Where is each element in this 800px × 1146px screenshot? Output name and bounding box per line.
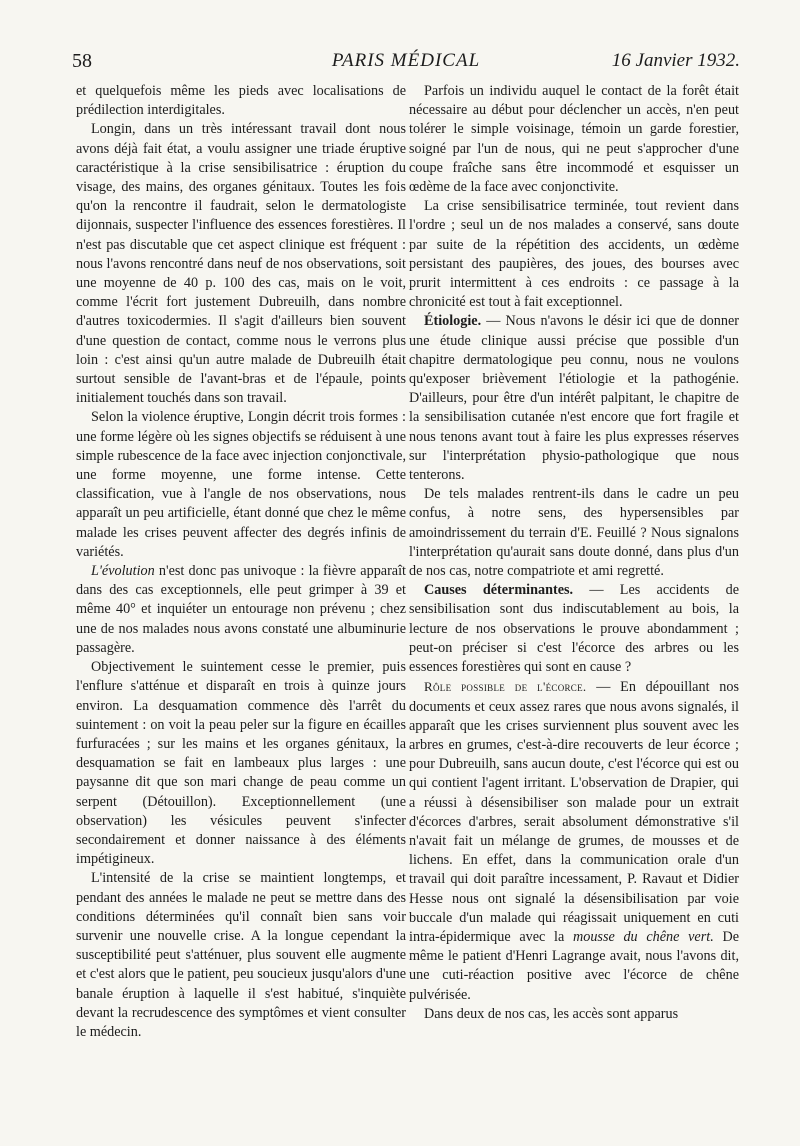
page-number: 58	[72, 50, 92, 72]
issue-date: 16 Janvier 1932.	[611, 50, 740, 71]
paragraph: Selon la violence éruptive, Longin décrit trois formes : une forme légère où les signes objectifs se réduisent à une simple rubescence de la face avec injection conjonctivale, une forme moyenne, une forme intense. Cette classification, vue à l'angle de nos observations, nous apparaît un peu artificielle, étant donné que chez le même malade les crises peuvent affecter des degrés infinis de variétés.	[76, 409, 406, 560]
evolution-term: L'évolution	[91, 563, 155, 580]
paragraph: Dans deux de nos cas, les accès sont apparus	[424, 1005, 679, 1022]
paragraph: et quelquefois même les pieds avec localisations de prédilection interdigitales.	[76, 83, 406, 119]
paragraph-text: — En dépouillant nos documents et ceux assez rares que nous avons signalés, il apparaît que les crises surviennent plus souvent avec les arbres en grumes, c'est-à-dire recouverts de leur écorce ; pour Dubreuilh, sans aucun doute, c'est l'écorce qui est ou qui contient l'agent irritant. L'observation de Drapier, qui a réussi à désensibiliser son malade pour un extrait d'écorces d'arbres, serait absolument démonstrative s'il n'avait fait un mélange de grumes, de mousses et de lichens. En effet, dans la communication orale d'un travail qui doit paraître incessament, P. Ravaut et Didier Hesse nous ont signalé la désensibilisation par voie buccale d'un malade qui réagissait uniquement en cuti intra-épidermique avec la	[409, 679, 739, 945]
paragraph	[409, 677, 739, 1004]
paragraph-text: — Les accidents de sensibilisation sont dus indiscutablement au bois, la lecture de nos observations le prouve abondamment ; peut-on préciser si c'est l'écorce des arbres ou les essences forestières qui sont en cause ?	[409, 582, 739, 676]
paragraph: La crise sensibilisatrice terminée, tout revient dans l'ordre ; seul un de nos malades a conservé, sans doute par suite de la répétition des accidents, un œdème persistant des paupières, des joues, des bourses avec prurit intermittent à ces endroits : ce passage à la chronicité est tout à fait exceptionnel.	[409, 198, 739, 311]
paragraph-text: De même le patient d'Henri Lagrange avait, nous l'avons dit, une cuti-réaction positive avec l'écorce de chêne pulvérisée.	[409, 928, 739, 1003]
paragraph-text: n'est donc pas univoque : la fièvre apparaît dans des cas exceptionnels, elle peut grimper à 39 et même 40° et inquiéter un entourage non prévenu ; chez une de nos malades nous avons constaté une albuminurie passagère.	[76, 563, 406, 656]
left-column	[76, 82, 406, 1042]
paragraph: Parfois un individu auquel le contact de la forêt était nécessaire au début pour déclencher un accès, n'en peut tolérer le simple voisinage, témoin un garde forestier, soigné par l'un de nous, qui ne peut s'approcher d'une coupe fraîche sans être incommodé et esquisser un œdème de la face avec conjonctivite.	[409, 83, 739, 196]
paragraph: Objectivement le suintement cesse le premier, puis l'enflure s'atténue et disparaît en trois à quinze jours environ. La desquamation commence dès l'arrêt du suintement : on voit la peau peler sur la figure en écailles furfuracées ; sur les mains et les organes génitaux, la desquamation se fait en lambeaux plus larges : une paysanne dit que son mari change de peau comme un serpent (Détouillon). Exceptionnellement (une observation) les vésicules peuvent s'infecter secondairement et donner naissance à des éléments impétigineux.	[76, 659, 406, 868]
paragraph	[409, 312, 739, 485]
paragraph: De tels malades rentrent-ils dans le cadre un peu confus, à notre sens, des hypersensibles par amoindrissement du terrain d'E. Feuillé ? Nous signalons l'interprétation qu'aurait sans doute donné, dans plus d'un de nos cas, notre compatriote et ami regretté.	[409, 486, 739, 580]
section-heading-etiologie: Étiologie.	[424, 313, 482, 330]
paragraph	[409, 581, 739, 677]
paragraph: L'intensité de la crise se maintient longtemps, et pendant des années le malade ne peut se mettre dans des conditions déterminées qu'il connaît bien sans voir survenir une nouvelle crise. A la longue cependant la susceptibilité peut s'atténuer, plus souvent elle augmente et c'est alors que le patient, peu soucieux jusqu'alors d'une banale éruption à laquelle il s'est habitué, s'inquiète devant la recrudescence des symptômes et vient consulter le médecin.	[76, 870, 406, 1040]
paragraph	[76, 562, 406, 658]
paragraph: Longin, dans un très intéressant travail dont nous avons déjà fait état, a voulu assigner une triade éruptive caractéristique à la crise sensibilisatrice : éruption du visage, des mains, des organes génitaux. Toutes les fois qu'on la rencontre il faudrait, selon le dermatologiste dijonnais, suspecter l'influence des essences forestières. Il n'est pas discutable que cet aspect clinique est fréquent : nous l'avons rencontré dans neuf de nos observations, soit une moyenne de 40 p. 100 des cas, mais on le voit, comme l'écrit fort justement Dubreuilh, dans nombre d'autres toxicodermies. Il s'agit d'ailleurs bien souvent d'une question de contact, comme nous le verrons plus loin : c'est ainsi qu'un autre malade de Dubreuilh était surtout sensible de l'avant-bras et de l'épaule, points initialement touchés dans son travail.	[76, 121, 406, 407]
section-heading-causes: Causes déterminantes.	[424, 582, 574, 599]
journal-title: PARIS MÉDICAL	[331, 50, 481, 71]
page-header	[72, 50, 740, 78]
paragraph-text: — Nous n'avons le désir ici que de donner une étude clinique aussi précise que possible d'un chapitre dermatologique peu connu, nous ne voulons qu'exposer brièvement l'étiologie et la pathogénie. D'ailleurs, pour être d'un intérêt palpitant, le chapitre de la sensibilisation cutanée n'est encore que fort fragile et nous tenons avant tout à faire les plus expresses réserves sur l'interprétation physio-pathologique que nous tenterons.	[409, 313, 739, 484]
subsection-heading-role-ecorce: Rôle possible de l'écorce.	[424, 679, 587, 695]
right-column	[409, 82, 739, 1024]
italic-term: mousse du chêne vert.	[572, 928, 714, 945]
